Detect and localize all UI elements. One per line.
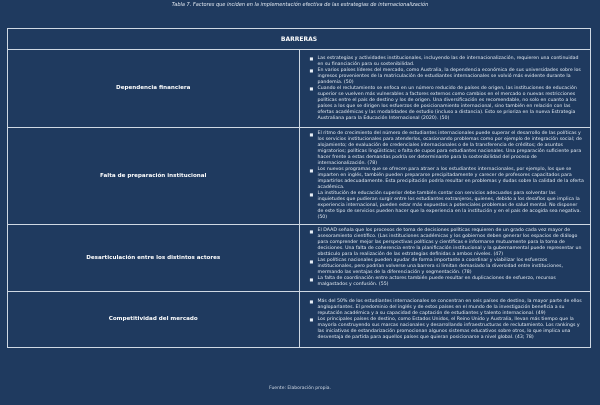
table-header: BARRERAS: [8, 29, 591, 50]
row-category: Desarticulación entre los distintos actores: [8, 225, 300, 292]
list-item: [310, 167, 585, 191]
list-item: [310, 68, 585, 86]
bullet-icon: ■: [309, 86, 314, 91]
bullet-icon: ■: [309, 276, 314, 282]
list-item: [310, 131, 585, 167]
item-text: Los nuevos programas que se ofrecen para atraer a los estudiantes internacionales, por ejemplo, los que se imparten en inglés, también pueden prepararse precipitadamente y carecer de profesores capacitados para impartirlos adecuadamente. Esta precipitación podría resultar en problemas y dudas sobre la calidad de la oferta académica.: [317, 167, 584, 190]
table-row: [8, 225, 591, 292]
bullet-icon: ■: [309, 56, 314, 61]
item-text: El DAAD señala que los procesos de toma de decisiones políticas requieren de un grado cada vez mayor de asesoramiento científico. (Las instituciones académicas y los gobiernos deben generar los espacios de diálogo para comprender mejor las perspectivas políticas y científicas e informarse mutuamente para la toma de decisiones. Una falta de coherencia entre la planificación institucional y la gubernamental puede representar un obstáculo para la realización de las estrategias definidas a ambos niveles. (47): [317, 228, 582, 257]
row-category: Dependencia financiera: [8, 50, 300, 128]
row-items: [299, 128, 591, 225]
item-text: Cuando el reclutamiento se enfoca en un número reducido de países de origen, las instituciones de educación superior se vuelven más vulnerables a factores externos como cambios en el mercado o nuevas restricciones políticas entre el país de destino y los de origen. Una diversificación es recomendable, no solo en cuanto a los países a los que se dirigen los esfuerzos de posicionamiento internacional, sino también en relación con las ofertas académicas y las modalidades de estudio (incluso a distancia). Esto se prioriza en la nueva Estrategia Australiana para la Educación Internacional (2020). (50): [317, 85, 577, 121]
table-header-row: [8, 29, 591, 50]
table-row: [8, 50, 591, 128]
list-item: [310, 191, 585, 221]
list-item: [310, 228, 585, 258]
row-category: Falta de preparación institucional: [8, 128, 300, 225]
bullet-icon: ■: [309, 191, 314, 197]
row-category: Competitividad del mercado: [8, 292, 300, 348]
bullet-icon: ■: [309, 68, 314, 73]
row-items: [299, 292, 591, 348]
item-text: El ritmo de crecimiento del número de estudiantes internacionales puede superar el desarrollo de las políticas y los servicios institucionales para atenderlos, ocasionando problemas como por ejemplo de integración social; de alojamiento; de evaluación de credenciales internacionales o de la transferencia de créditos; de asuntos migratorios; políticas lingüísticas; o falta de cupos para estudiantes nacionales. Una preparación suficiente para hacer frente a estas demandas podría ser determinante para la sostenibilidad del proceso de internacionalización. (78): [317, 131, 582, 166]
list-item: [310, 299, 585, 317]
bullet-icon: ■: [309, 228, 314, 234]
bullet-icon: ■: [309, 258, 314, 264]
table-caption: Tabla 7. Factores que inciden en la implementación efectiva de las estrategias de internacionalización: [171, 2, 429, 8]
item-text: La falta de coordinación entre actores también puede resultar en duplicaciones de esfuerzo, recursos malgastados y confusión. (55): [317, 276, 556, 287]
item-text: Las estrategias y actividades institucionales, incluyendo las de internacionalización, requieren una continuidad en su financiación para su sostenibilidad.: [317, 55, 579, 67]
barriers-table: [7, 28, 591, 348]
table-row: [8, 128, 591, 225]
table-source: Fuente: Elaboración propia.: [269, 386, 331, 391]
item-text: Las políticas nacionales pueden ayudar de forma importante a coordinar y viabilizar los esfuerzos institucionales, pero podrían volverse una barrera si limitan demasiado la diversidad entre instituciones, mermando las ventajas de la diferenciación y segmentación. (78): [317, 258, 563, 275]
list-item: [310, 317, 585, 341]
list-item: [310, 86, 585, 122]
row-items: [299, 225, 591, 292]
bullet-icon: ■: [309, 317, 314, 322]
list-item: [310, 276, 585, 288]
row-items: [299, 50, 591, 128]
item-text: La institución de educación superior debe también contar con servicios adecuados para solventar las inquietudes que pudieran surgir entre los estudiantes extranjeros, quienes, debido a los desafíos que implica la experiencia internacional, pueden estar más expuestos a potenciales problemas de salud mental. No disponer de este tipo de servicios pueden hacer que la experiencia en la institución y en el país de acogida sea negativa. (50): [317, 191, 582, 220]
bullet-icon: ■: [309, 167, 314, 173]
item-text: En varios países líderes del mercado, como Australia, la dependencia económica de sus universidades sobre los ingresos provenientes de la matriculación de estudiantes internacionales se volvió más evidente durante la pandemia. (50): [317, 67, 581, 85]
item-text: Más del 50% de los estudiantes internacionales se concentran en seis países de destino, la mayor parte de ellos angloparlantes. El predominio del inglés y de estos países en el mundo de la investigación beneficia a su reputación académica y a su capacidad de captación de estudiantes y talento internacional. (49): [317, 298, 582, 316]
list-item: [310, 56, 585, 68]
bullet-icon: ■: [309, 131, 314, 137]
table-row: [8, 292, 591, 348]
bullet-icon: ■: [309, 299, 314, 304]
list-item: [310, 258, 585, 276]
item-text: Los principales países de destino, como Estados Unidos, el Reino Unido y Australia, llevan más tiempo que la mayoría construyendo sus marcas nacionales y desarrollando infraestructuras de reclutamiento. Los rankings y las iniciativas de estandarización promocionan algunos sistemas educativos sobre otros, lo que implica una desventaja de partida para aquellos países que quieran posicionarse a nivel global. (43; 78): [317, 316, 580, 340]
